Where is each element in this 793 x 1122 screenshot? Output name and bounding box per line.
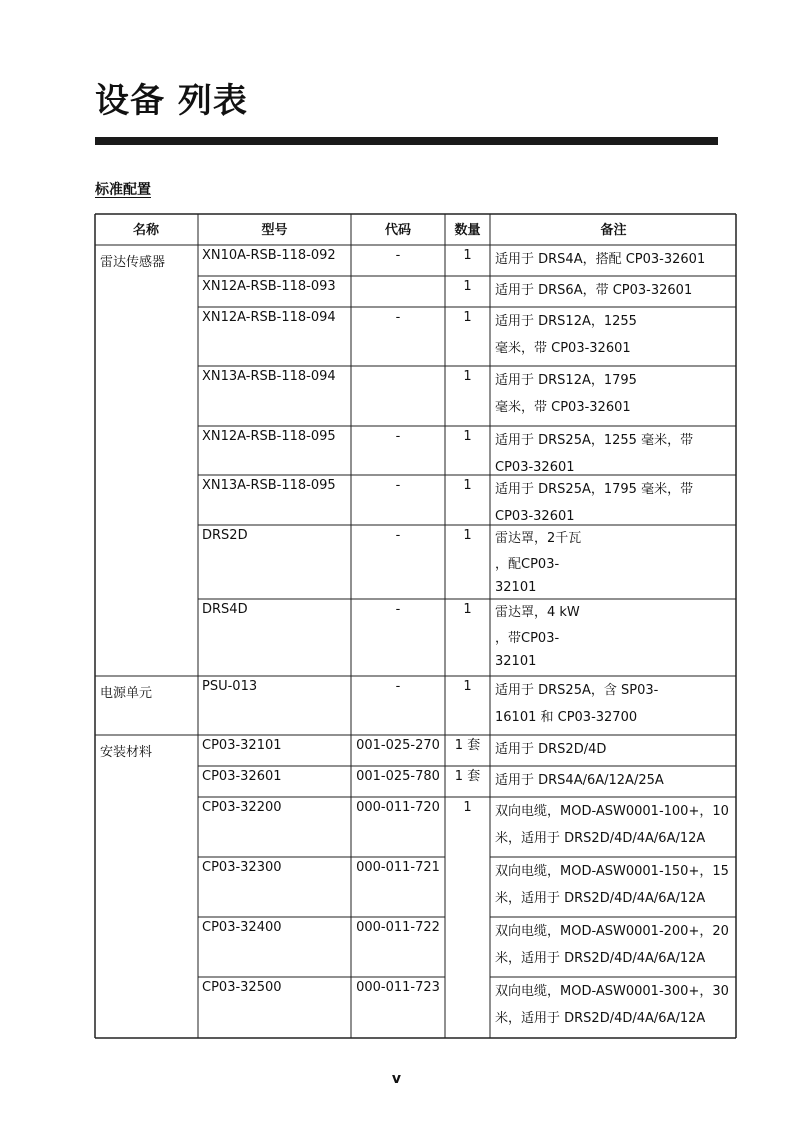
- notes-line: 适用于 DRS4A，搭配 CP03-32601: [495, 252, 706, 267]
- qty-cell: 1: [463, 528, 472, 543]
- code-cell: -: [395, 248, 401, 263]
- equipment-table: [94, 213, 737, 1039]
- page-title: 设备 列表: [95, 81, 248, 121]
- model-cell: CP03-32601: [202, 769, 282, 784]
- model-cell: DRS2D: [202, 528, 248, 543]
- notes-line: 适用于 DRS25A，1795 毫米，带: [495, 482, 694, 497]
- model-cell: CP03-32200: [202, 800, 282, 815]
- qty-cell: 1: [463, 429, 472, 444]
- notes-line: 适用于 DRS6A，带 CP03-32601: [495, 283, 693, 298]
- notes-line: 适用于 DRS2D/4D: [495, 742, 607, 757]
- qty-cell: 1 套: [454, 769, 481, 784]
- header-name: 名称: [132, 223, 159, 238]
- notes-line: 适用于 DRS25A，含 SP03-: [495, 683, 659, 698]
- qty-cell: 1: [463, 679, 472, 694]
- model-cell: XN13A-RSB-118-095: [202, 478, 336, 493]
- notes-line: ，带CP03-: [495, 631, 560, 646]
- code-cell: 001-025-270: [356, 738, 440, 753]
- notes-line: 适用于 DRS25A，1255 毫米，带: [495, 433, 694, 448]
- notes-line: 适用于 DRS12A，1795: [495, 373, 637, 388]
- code-cell: 000-011-722: [356, 920, 440, 935]
- notes-line: 毫米，带 CP03-32601: [495, 341, 631, 356]
- title-rule: [95, 137, 718, 145]
- qty-cell: 1: [463, 279, 472, 294]
- code-cell: 000-011-721: [356, 860, 440, 875]
- model-cell: XN12A-RSB-118-093: [202, 279, 336, 294]
- group-radar-sensor: 雷达传感器: [100, 255, 166, 270]
- header-qty: 数量: [454, 223, 481, 238]
- notes-line: ，配CP03-: [495, 557, 560, 572]
- notes-line: 米，适用于 DRS2D/4D/4A/6A/12A: [495, 951, 706, 966]
- model-cell: CP03-32300: [202, 860, 282, 875]
- code-cell: -: [395, 602, 401, 617]
- notes-line: 32101: [495, 580, 537, 595]
- qty-cell: 1: [463, 478, 472, 493]
- code-cell: 000-011-723: [356, 980, 440, 995]
- notes-line: 雷达罩，2千瓦: [495, 531, 582, 546]
- notes-line: 米，适用于 DRS2D/4D/4A/6A/12A: [495, 1011, 706, 1026]
- notes-line: 双向电缆，MOD-ASW0001-200+，20: [495, 924, 729, 939]
- model-cell: XN10A-RSB-118-092: [202, 248, 336, 263]
- group-install-material: 安装材料: [100, 745, 153, 760]
- group-power-supply: 电源单元: [100, 686, 153, 701]
- notes-line: 适用于 DRS12A，1255: [495, 314, 637, 329]
- qty-cell: 1: [463, 248, 472, 263]
- code-cell: -: [395, 310, 401, 325]
- qty-cell: 1 套: [454, 738, 481, 753]
- code-cell: 000-011-720: [356, 800, 440, 815]
- header-model: 型号: [261, 223, 288, 238]
- notes-line: 毫米，带 CP03-32601: [495, 400, 631, 415]
- code-cell: 001-025-780: [356, 769, 440, 784]
- code-cell: -: [395, 528, 401, 543]
- model-cell: CP03-32500: [202, 980, 282, 995]
- model-cell: CP03-32400: [202, 920, 282, 935]
- qty-cell: 1: [463, 800, 472, 815]
- notes-line: 双向电缆，MOD-ASW0001-300+，30: [495, 984, 729, 999]
- section-heading: 标准配置: [95, 182, 151, 198]
- model-cell: PSU-013: [202, 679, 258, 694]
- notes-line: 雷达罩，4 kW: [495, 605, 580, 620]
- code-cell: -: [395, 429, 401, 444]
- code-cell: -: [395, 679, 401, 694]
- qty-cell: 1: [463, 369, 472, 384]
- model-cell: XN12A-RSB-118-094: [202, 310, 336, 325]
- qty-cell: 1: [463, 602, 472, 617]
- notes-line: CP03-32601: [495, 509, 575, 524]
- qty-cell: 1: [463, 310, 472, 325]
- notes-line: CP03-32601: [495, 460, 575, 475]
- notes-line: 双向电缆，MOD-ASW0001-150+，15: [495, 864, 729, 879]
- header-code: 代码: [384, 223, 411, 238]
- model-cell: XN12A-RSB-118-095: [202, 429, 336, 444]
- notes-line: 米，适用于 DRS2D/4D/4A/6A/12A: [495, 891, 706, 906]
- model-cell: XN13A-RSB-118-094: [202, 369, 336, 384]
- model-cell: CP03-32101: [202, 738, 282, 753]
- page-number: v: [391, 1071, 402, 1087]
- notes-line: 米，适用于 DRS2D/4D/4A/6A/12A: [495, 831, 706, 846]
- header-notes: 备注: [600, 223, 627, 238]
- notes-line: 适用于 DRS4A/6A/12A/25A: [495, 773, 664, 788]
- code-cell: -: [395, 478, 401, 493]
- notes-line: 双向电缆，MOD-ASW0001-100+，10: [495, 804, 729, 819]
- notes-line: 32101: [495, 654, 537, 669]
- notes-line: 16101 和 CP03-32700: [495, 710, 638, 725]
- model-cell: DRS4D: [202, 602, 248, 617]
